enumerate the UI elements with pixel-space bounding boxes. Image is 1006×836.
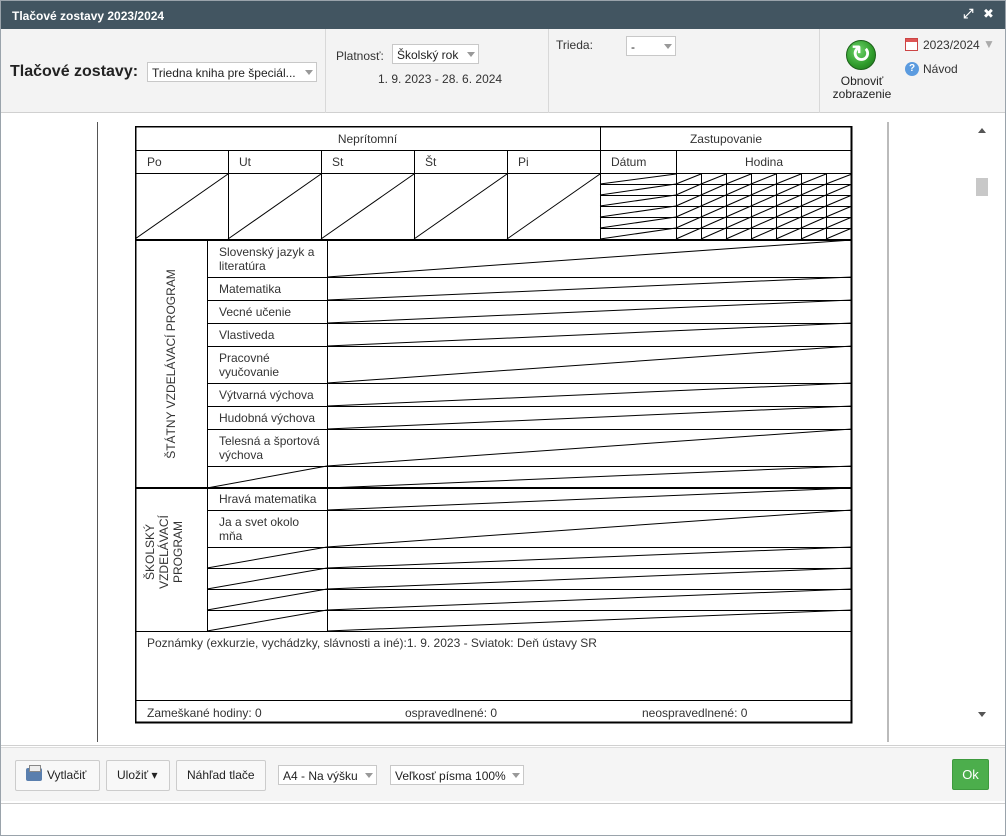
save-button[interactable] xyxy=(106,760,170,791)
school-program-label-2: VZDELÁVACÍ xyxy=(157,515,171,589)
refresh-button[interactable] xyxy=(829,75,895,101)
grid-line xyxy=(801,228,826,239)
font-size-select[interactable] xyxy=(390,765,524,785)
grid-line xyxy=(801,184,826,195)
grid-line xyxy=(826,184,852,195)
report-label: Tlačové zostavy: xyxy=(10,63,139,80)
class-select-value: - xyxy=(631,40,635,54)
font-size-value: Veľkosť písma 100% xyxy=(395,769,506,783)
grid-line xyxy=(207,589,327,610)
substitution-header: Zastupovanie xyxy=(689,132,763,146)
hour-header: Hodina xyxy=(744,155,784,169)
paper-orientation-value: A4 - Na výšku xyxy=(283,769,358,783)
grid-line xyxy=(701,228,726,239)
print-button[interactable] xyxy=(15,760,100,791)
grid-line xyxy=(801,195,826,206)
grid-line xyxy=(207,568,327,589)
year-selector[interactable]: 2023/2024 xyxy=(923,38,980,52)
day-pi: Pi xyxy=(518,155,529,169)
grid-line xyxy=(207,547,327,568)
refresh-icon[interactable] xyxy=(846,40,876,70)
grid-line xyxy=(776,217,801,228)
subject-row: Vecné učenie xyxy=(219,305,292,319)
grid-line xyxy=(676,174,701,184)
ok-label: Ok xyxy=(962,767,979,782)
excused-hours: ospravedlnené: 0 xyxy=(405,706,498,720)
expand-icon[interactable]: ⤢ xyxy=(963,6,974,21)
grid-line xyxy=(801,217,826,228)
grid-line xyxy=(726,184,751,195)
missed-hours: Zameškané hodiny: 0 xyxy=(147,706,262,720)
chevron-down-icon[interactable]: ▼ xyxy=(983,37,995,51)
save-label: Uložiť ▾ xyxy=(117,768,158,782)
day-stv: Št xyxy=(425,155,437,169)
grid-line xyxy=(327,429,852,466)
date-header: Dátum xyxy=(611,155,647,169)
grid-line xyxy=(327,547,852,568)
chevron-down-icon xyxy=(664,44,672,49)
day-st: St xyxy=(332,155,344,169)
calendar-icon xyxy=(905,38,918,51)
grid-line xyxy=(701,217,726,228)
validity-select-value: Školský rok xyxy=(397,48,459,62)
subject-row: Pracovné vyučovanie xyxy=(219,351,280,379)
grid-line xyxy=(776,195,801,206)
grid-line xyxy=(751,184,776,195)
grid-line xyxy=(801,206,826,217)
report-section xyxy=(1,29,326,113)
close-icon[interactable]: ✖ xyxy=(983,6,994,21)
class-section xyxy=(549,29,820,113)
chevron-down-icon xyxy=(365,773,373,778)
class-label: Trieda: xyxy=(556,38,593,52)
day-ut: Ut xyxy=(239,155,251,169)
grid-line xyxy=(327,488,852,510)
status-strip xyxy=(1,803,1005,835)
vertical-scrollbar[interactable] xyxy=(974,122,990,724)
chevron-down-icon xyxy=(512,773,520,778)
scroll-up-icon[interactable] xyxy=(978,128,986,133)
grid-line xyxy=(327,466,852,488)
grid-line xyxy=(676,195,701,206)
grid-line xyxy=(327,568,852,589)
grid-line xyxy=(327,383,852,406)
grid-line xyxy=(327,240,852,277)
grid-line xyxy=(776,228,801,239)
grid-line xyxy=(826,228,852,239)
grid-line xyxy=(327,589,852,610)
grid-line xyxy=(776,206,801,217)
paper-orientation-select[interactable] xyxy=(278,765,377,785)
help-icon[interactable]: ? xyxy=(905,62,919,76)
grid-line xyxy=(726,174,751,184)
grid-line xyxy=(776,174,801,184)
grid-line xyxy=(826,217,852,228)
grid-line xyxy=(751,174,776,184)
grid-line xyxy=(207,466,327,488)
grid-line xyxy=(726,228,751,239)
grid-line xyxy=(327,610,852,631)
grid-line xyxy=(207,610,327,631)
day-po: Po xyxy=(147,155,162,169)
grid-line xyxy=(826,174,852,184)
grid-line xyxy=(751,228,776,239)
grid-line xyxy=(676,228,701,239)
refresh-label-2: zobrazenie xyxy=(832,87,892,101)
grid-line xyxy=(327,406,852,429)
scroll-thumb[interactable] xyxy=(976,178,988,196)
subject-row: Telesná a športová výchova xyxy=(219,434,320,462)
grid-line xyxy=(327,323,852,346)
school-program-label-3: PROGRAM xyxy=(171,521,185,584)
subject-row: Vlastiveda xyxy=(219,328,275,342)
class-book-document xyxy=(135,126,853,724)
notes-text: Poznámky (exkurzie, vychádzky, slávnosti a iné):1. 9. 2023 - Sviatok: Deň ústavy SR xyxy=(147,636,597,650)
grid-line xyxy=(327,277,852,300)
grid-line xyxy=(701,174,726,184)
title-bar xyxy=(1,1,1005,29)
grid-line xyxy=(701,195,726,206)
grid-line xyxy=(327,510,852,547)
validity-range: 1. 9. 2023 - 28. 6. 2024 xyxy=(378,72,503,86)
grid-line xyxy=(701,206,726,217)
grid-line xyxy=(676,217,701,228)
class-select[interactable] xyxy=(626,36,676,56)
grid-line xyxy=(751,206,776,217)
subject-row: Matematika xyxy=(219,282,282,296)
chevron-down-icon xyxy=(305,70,313,75)
grid-line xyxy=(826,206,852,217)
absent-header: Neprítomní xyxy=(337,132,398,146)
subject-row: Hudobná výchova xyxy=(219,411,316,425)
grid-line xyxy=(751,195,776,206)
validity-label: Platnosť: xyxy=(336,49,384,63)
scroll-down-icon[interactable] xyxy=(978,712,986,717)
subject-row: Hravá matematika xyxy=(219,492,317,506)
document-grid xyxy=(135,126,853,724)
subject-row: Slovenský jazyk a literatúra xyxy=(219,245,315,273)
school-program-label-1: ŠKOLSKÝ xyxy=(143,523,157,581)
footer-bar xyxy=(1,747,1005,801)
subject-row: Výtvarná výchova xyxy=(219,388,314,402)
validity-section xyxy=(326,29,549,113)
grid-line xyxy=(801,174,826,184)
grid-line xyxy=(726,217,751,228)
grid-line xyxy=(751,217,776,228)
print-preview-label: Náhľad tlače xyxy=(187,768,255,782)
validity-select[interactable] xyxy=(392,44,479,64)
grid-line xyxy=(701,184,726,195)
chevron-down-icon xyxy=(467,52,475,57)
grid-line xyxy=(676,184,701,195)
grid-line xyxy=(327,300,852,323)
unexcused-hours: neospravedlnené: 0 xyxy=(642,706,748,720)
ok-button[interactable] xyxy=(952,759,989,790)
printer-icon xyxy=(26,768,42,781)
state-program-label: ŠTÁTNY VZDELÁVACÍ PROGRAM xyxy=(164,269,178,459)
refresh-label-1: Obnoviť xyxy=(840,74,884,88)
grid-line xyxy=(826,195,852,206)
grid-line xyxy=(726,195,751,206)
subject-row: Ja a svet okolo mňa xyxy=(219,515,300,543)
grid-line xyxy=(776,184,801,195)
grid-line xyxy=(327,346,852,383)
window-title: Tlačové zostavy 2023/2024 xyxy=(12,9,165,23)
toolbar xyxy=(1,29,1005,113)
report-select-value: Triedna kniha pre špeciál... xyxy=(152,66,296,80)
report-select[interactable] xyxy=(147,62,317,82)
grid-line xyxy=(726,206,751,217)
grid-line xyxy=(676,206,701,217)
print-label: Vytlačiť xyxy=(47,768,87,782)
help-link[interactable]: Návod xyxy=(923,62,958,76)
print-preview-button[interactable] xyxy=(176,760,266,791)
